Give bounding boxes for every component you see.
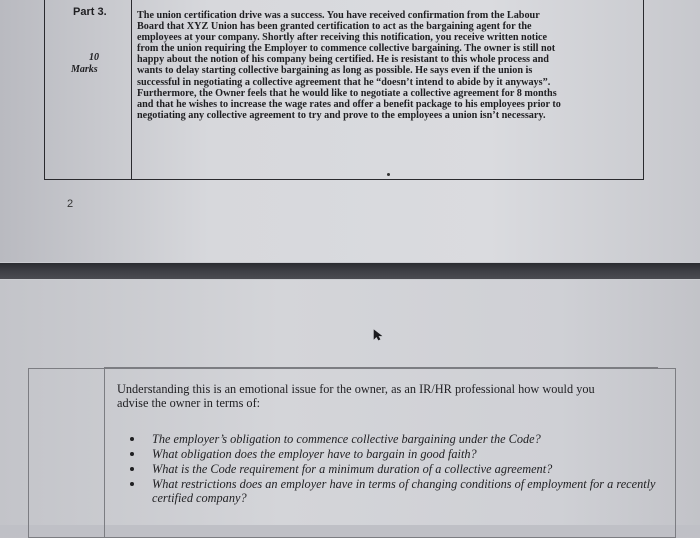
bullet-text: What obligation does the employer have to bargain in good faith? — [152, 447, 477, 461]
question-text — [137, 10, 637, 121]
marks-label: Marks — [71, 64, 98, 75]
part-label: Part 3. — [73, 6, 107, 18]
question-line: wants to delay starting collective bargaining as long as possible. He says even if the union is — [137, 65, 533, 77]
bullet-icon — [130, 482, 134, 486]
prompt-bullet-list — [130, 432, 660, 506]
bullet-item — [130, 477, 660, 505]
question-line: The union certification drive was a success. You have received confirmation from the Labour — [137, 10, 540, 21]
bullet-icon — [130, 467, 134, 471]
question-table — [44, 0, 644, 180]
question-line: from the union requiring the Employer to commence collective bargaining. The owner is still not — [137, 43, 556, 55]
question-line: negotiating any collective agreement to try and prove to the employees a union isn’t necessary. — [137, 109, 546, 121]
bullet-text: What is the Code requirement for a minimum duration of a collective agreement? — [152, 462, 553, 476]
question-line: and that he wishes to increase the wage rates and offer a benefit package to his employees prior to — [137, 98, 561, 110]
question-line: employees at your company. Shortly after receiving this notification, you receive written notice — [137, 32, 548, 44]
prompt-intro — [117, 382, 637, 410]
stray-dot — [387, 173, 390, 176]
prompt-intro-line: advise the owner in terms of: — [117, 396, 261, 410]
bullet-text: What restrictions does an employer have in terms of changing conditions of employment for a recently certified company? — [152, 477, 656, 505]
marks-column — [45, 0, 132, 179]
bullet-icon — [130, 452, 134, 456]
question-line: Board that XYZ Union has been granted certification to act as the bargaining agent for the — [137, 21, 532, 33]
page-number: 2 — [67, 198, 74, 210]
prompt-intro-line: Understanding this is an emotional issue for the owner, as an IR/HR professional how would you — [117, 382, 595, 396]
mouse-pointer-icon — [373, 328, 383, 346]
bullet-text: The employer’s obligation to commence collective bargaining under the Code? — [152, 432, 541, 446]
bullet-item — [130, 447, 660, 461]
page-separator — [0, 263, 700, 279]
bullet-item — [130, 462, 660, 476]
question-line: successful in negotiating a collective agreement that he “doesn’t intend to abide by it anyways”. — [137, 76, 551, 88]
bullet-icon — [130, 437, 134, 441]
question-line: Furthermore, the Owner feels that he would like to negotiate a collective agreement for 8 months — [137, 87, 557, 99]
marks-number: 10 — [89, 52, 99, 63]
question-line: happy about the notion of his company being certified. He is resistant to this whole process and — [137, 54, 549, 66]
bullet-item — [130, 432, 660, 446]
question-column — [132, 0, 643, 179]
